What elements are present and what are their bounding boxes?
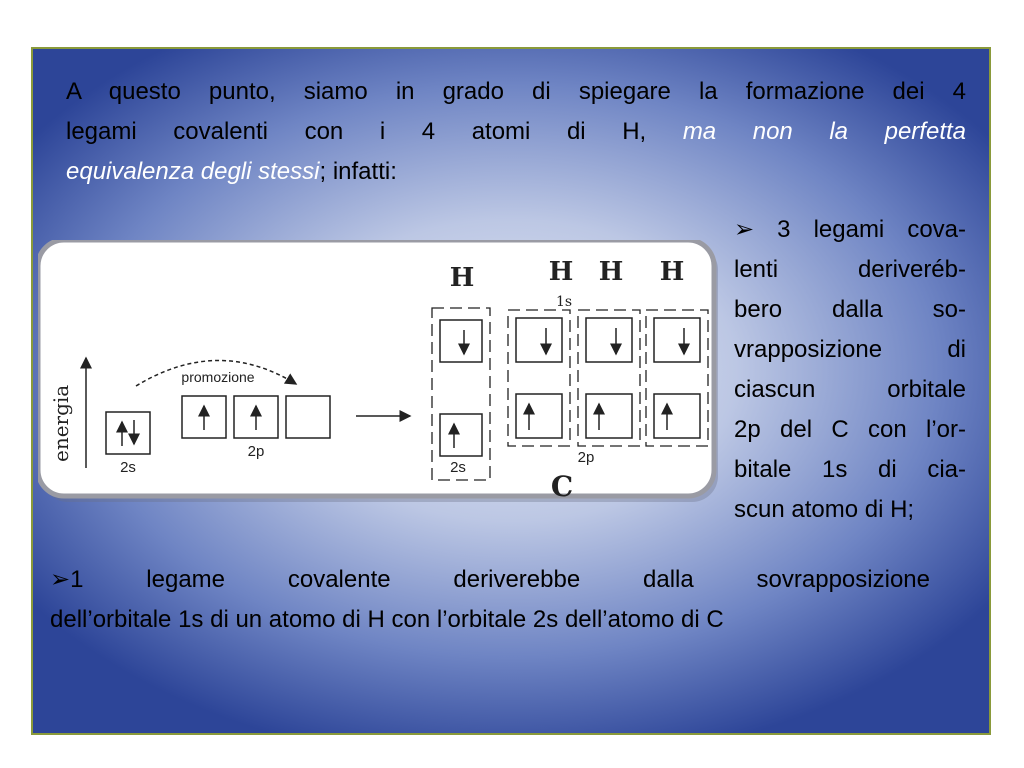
label-2p: 2p <box>247 443 265 460</box>
bullet-2-line-2: dell’orbitale 1s di un atomo di H con l’orbitale 2s dell’atomo di C <box>50 606 724 633</box>
intro-paragraph <box>66 72 966 192</box>
bullet-1-line-1: lenti deriveréb- <box>734 256 966 283</box>
bullet-2-text-1: 1 legame covalente deriverebbe dalla sovrapposizione <box>70 566 930 593</box>
intro-line-1: A questo punto, siamo in grado di spiegare la formazione dei 4 <box>66 78 966 105</box>
label-1s: 1s <box>555 294 573 310</box>
label-2s: 2s <box>120 459 136 476</box>
intro-line-2 <box>66 112 966 152</box>
bullet-arrow-icon: ➢ <box>50 566 71 593</box>
bullet-1-text-0: 3 legami cova- <box>777 216 967 243</box>
bullet-1-line-5: 2p del C con l’or- <box>734 416 966 443</box>
bullet-1-line-3: vrapposizione di <box>734 336 966 363</box>
intro-line-3-plain: ; infatti: <box>319 158 397 185</box>
h-label-2: H <box>548 257 574 287</box>
bullet-arrow-icon: ➢ <box>734 216 755 243</box>
h-orbital-box <box>586 318 632 362</box>
intro-line-2-plain: legami covalenti con i 4 atomi di H, <box>66 118 683 145</box>
h-orbital-box <box>654 318 700 362</box>
intro-line-3 <box>66 152 966 192</box>
bullet-1-line-6: bitale 1s di cia- <box>734 456 966 483</box>
h-label-4: H <box>659 257 685 287</box>
bullet-1-line-7: scun atomo di H; <box>734 496 915 523</box>
c-orbital-box <box>440 414 482 456</box>
orbital-box-2s <box>106 412 150 454</box>
label-2s-right: 2s <box>450 459 466 476</box>
bullet-1-line-2: bero dalla so- <box>734 296 966 323</box>
intro-line-3-italic: equivalenza degli stessi <box>66 158 320 185</box>
promotion-label: promozione <box>181 369 255 385</box>
h-orbital-box <box>440 320 482 362</box>
c-orbital-box <box>654 394 700 438</box>
c-orbital-box <box>586 394 632 438</box>
bullet-2-line-1 <box>50 560 930 600</box>
orbital-box-2p-3 <box>286 396 330 438</box>
bullet-2 <box>50 560 930 640</box>
label-2p-right: 2p <box>577 449 595 466</box>
h-label-1: H <box>449 263 475 293</box>
orbital-diagram <box>38 240 720 504</box>
c-orbital-box <box>516 394 562 438</box>
bullet-1-line-0 <box>734 210 966 250</box>
h-orbital-box <box>516 318 562 362</box>
energy-axis-label: energia <box>49 384 73 462</box>
bullet-1-line-4: ciascun orbitale <box>734 376 966 403</box>
intro-line-2-italic: ma non la perfetta <box>682 118 967 145</box>
c-label: C <box>550 470 574 503</box>
bullet-1 <box>734 210 966 530</box>
h-label-3: H <box>598 257 624 287</box>
